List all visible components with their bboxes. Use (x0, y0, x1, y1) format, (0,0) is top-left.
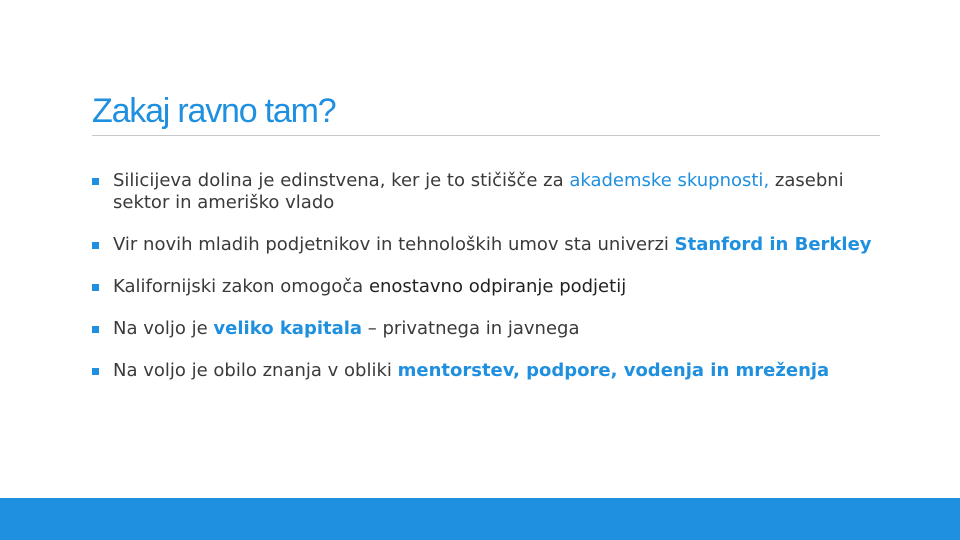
bullet-emphasis: enostavno odpiranje podjetij (368, 276, 627, 297)
bullet-item (92, 276, 892, 298)
square-bullet-icon (92, 178, 99, 185)
bullet-text-part: Na voljo je obilo znanja v obliki (113, 360, 398, 381)
bullet-highlight: akademske skupnosti (569, 170, 764, 191)
title-divider (92, 135, 880, 136)
bullet-highlight: veliko kapitala (213, 318, 363, 339)
footer-accent-bar (0, 498, 960, 540)
bullet-highlight: mentorstev, podpore, vodenja in mreženja (397, 360, 830, 381)
square-bullet-icon (92, 368, 99, 375)
bullet-item (92, 234, 892, 256)
bullet-item (92, 318, 892, 340)
bullet-text-part: Kalifornijski zakon omogoča (113, 276, 369, 297)
bullet-highlight: Stanford in Berkley (674, 234, 872, 255)
bullet-text-part: – privatnega in javnega (362, 318, 580, 339)
bullet-list (92, 170, 892, 402)
square-bullet-icon (92, 284, 99, 291)
bullet-text-part: zasebni sektor in ameriško vlado (113, 170, 844, 213)
slide-title: Zakaj ravno tam? (92, 92, 336, 130)
square-bullet-icon (92, 326, 99, 333)
square-bullet-icon (92, 242, 99, 249)
bullet-text-part: , (763, 170, 770, 191)
bullet-text-part: Na voljo je (113, 318, 214, 339)
bullet-item (92, 170, 892, 214)
bullet-item (92, 360, 892, 382)
bullet-text-part: Silicijeva dolina je edinstvena, ker je to stičišče za (113, 170, 570, 191)
bullet-text-part: Vir novih mladih podjetnikov in tehnoloških umov sta univerzi (113, 234, 675, 255)
